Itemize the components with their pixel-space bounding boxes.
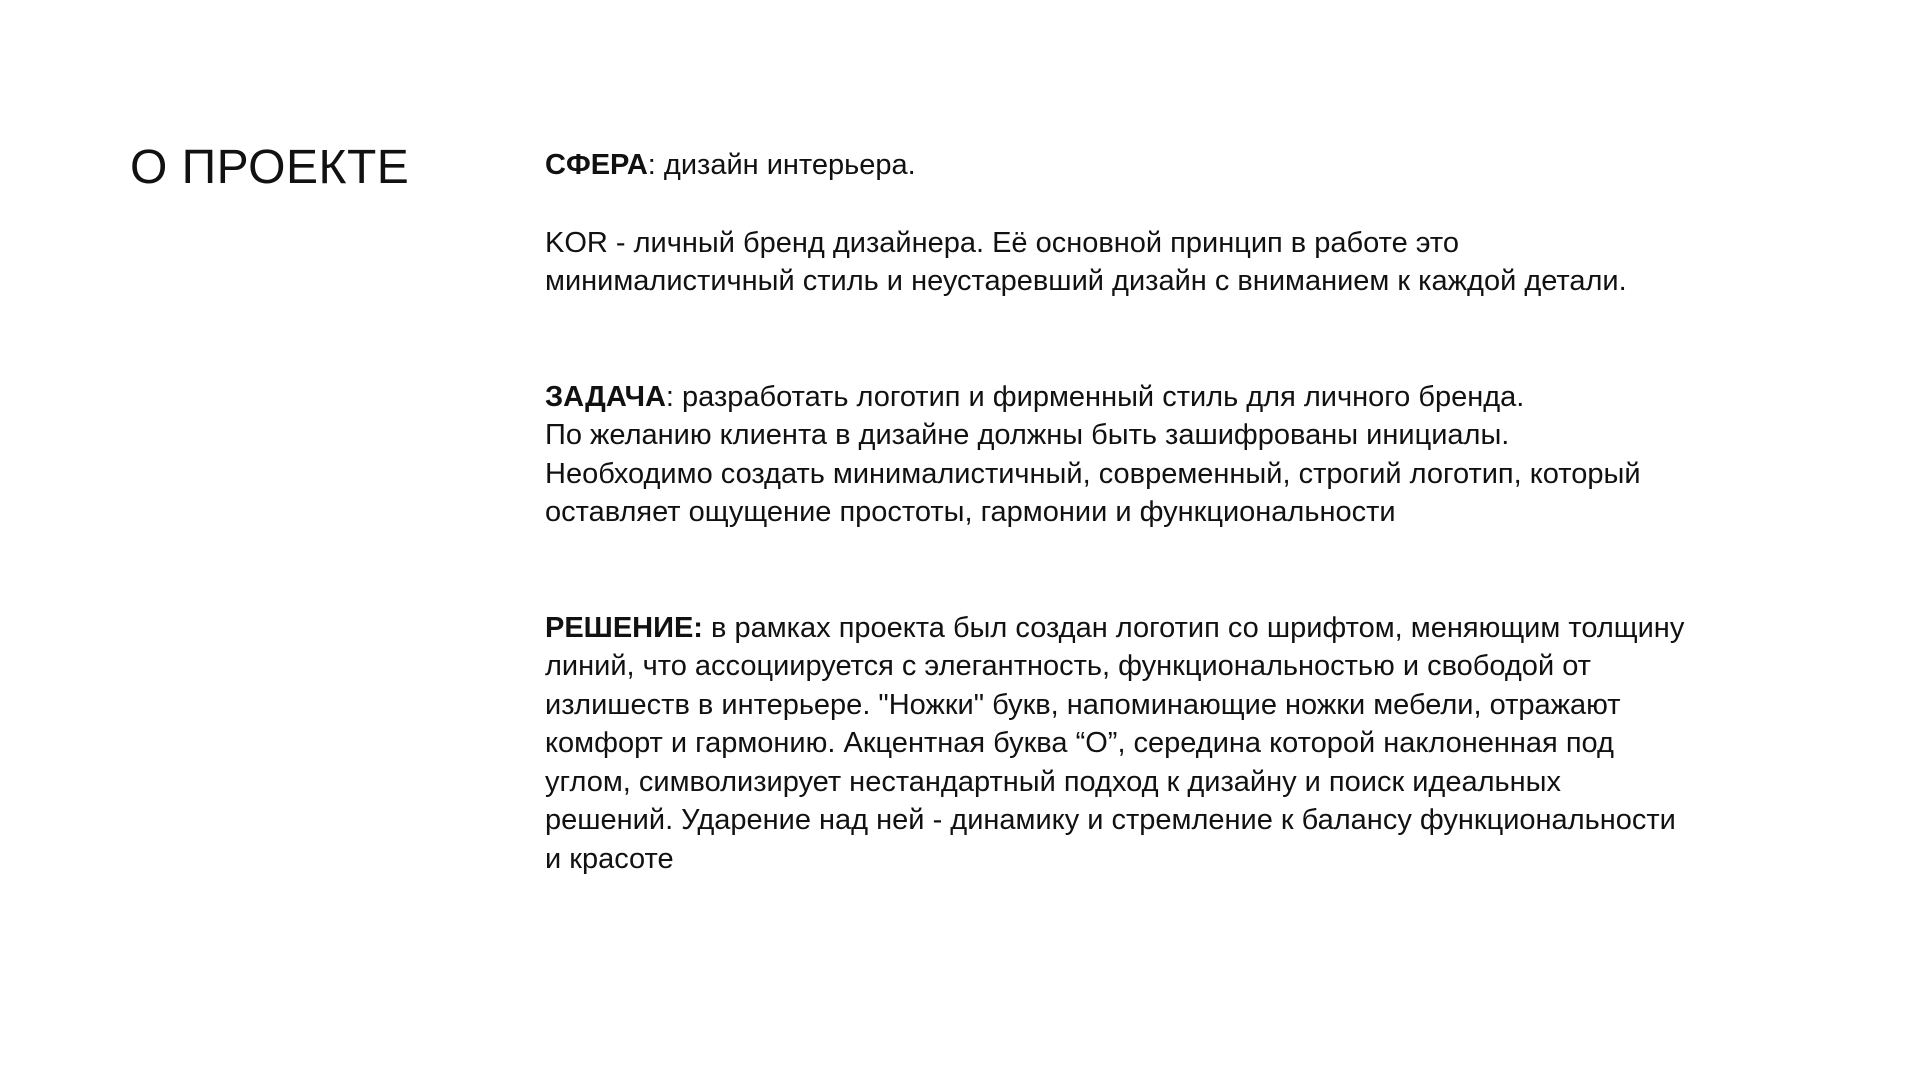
solution-paragraph <box>545 609 1815 879</box>
sphere-paragraph <box>545 146 1815 185</box>
task-paragraph <box>545 378 1815 532</box>
solution-label: РЕШЕНИЕ: <box>545 611 703 644</box>
spacer <box>545 301 1815 378</box>
task-first-line-text: : разработать логотип и фирменный стиль для личного бренда. <box>665 380 1525 413</box>
task-line-4: оставляет ощущение простоты, гармонии и функциональности <box>545 496 1396 528</box>
spacer <box>545 532 1815 609</box>
task-line-1 <box>545 378 1815 417</box>
solution-line-7: и красоте <box>545 842 674 875</box>
task-line-3: Необходимо создать минималистичный, современный, строгий логотип, который <box>545 457 1641 490</box>
solution-line-2: линий, что ассоциируется с элегантность, функциональностью и свободой от <box>545 650 1591 682</box>
project-description <box>545 146 1815 878</box>
sphere-line <box>545 146 1815 185</box>
brand-line-2: минималистичный стиль и неустаревший дизайн с вниманием к каждой детали. <box>545 265 1627 297</box>
solution-line-6: решений. Ударение над ней - динамику и стремление к балансу функциональности <box>545 804 1676 836</box>
sphere-text: : дизайн интерьера. <box>647 149 916 181</box>
solution-line-3: излишеств в интерьере. "Ножки" букв, напоминающие ножки мебели, отражают <box>545 688 1621 721</box>
solution-first-line-text: в рамках проекта был создан логотип со шрифтом, меняющим толщину <box>702 611 1685 644</box>
solution-line-5: углом, символизирует нестандартный подход к дизайну и поиск идеальных <box>545 765 1561 798</box>
sphere-label: СФЕРА <box>545 149 648 181</box>
spacer <box>545 185 1815 224</box>
brand-paragraph <box>545 224 1815 301</box>
solution-line-1 <box>545 609 1815 648</box>
brand-line-1: KOR - личный бренд дизайнера. Её основной принцип в работе это <box>545 226 1460 259</box>
page-title: О ПРОЕКТЕ <box>130 141 410 194</box>
task-line-2: По желанию клиента в дизайне должны быть зашифрованы инициалы. <box>545 419 1510 451</box>
solution-line-4: комфорт и гармонию. Акцентная буква “О”, середина которой наклоненная под <box>545 727 1614 759</box>
task-label: ЗАДАЧА <box>545 380 666 413</box>
